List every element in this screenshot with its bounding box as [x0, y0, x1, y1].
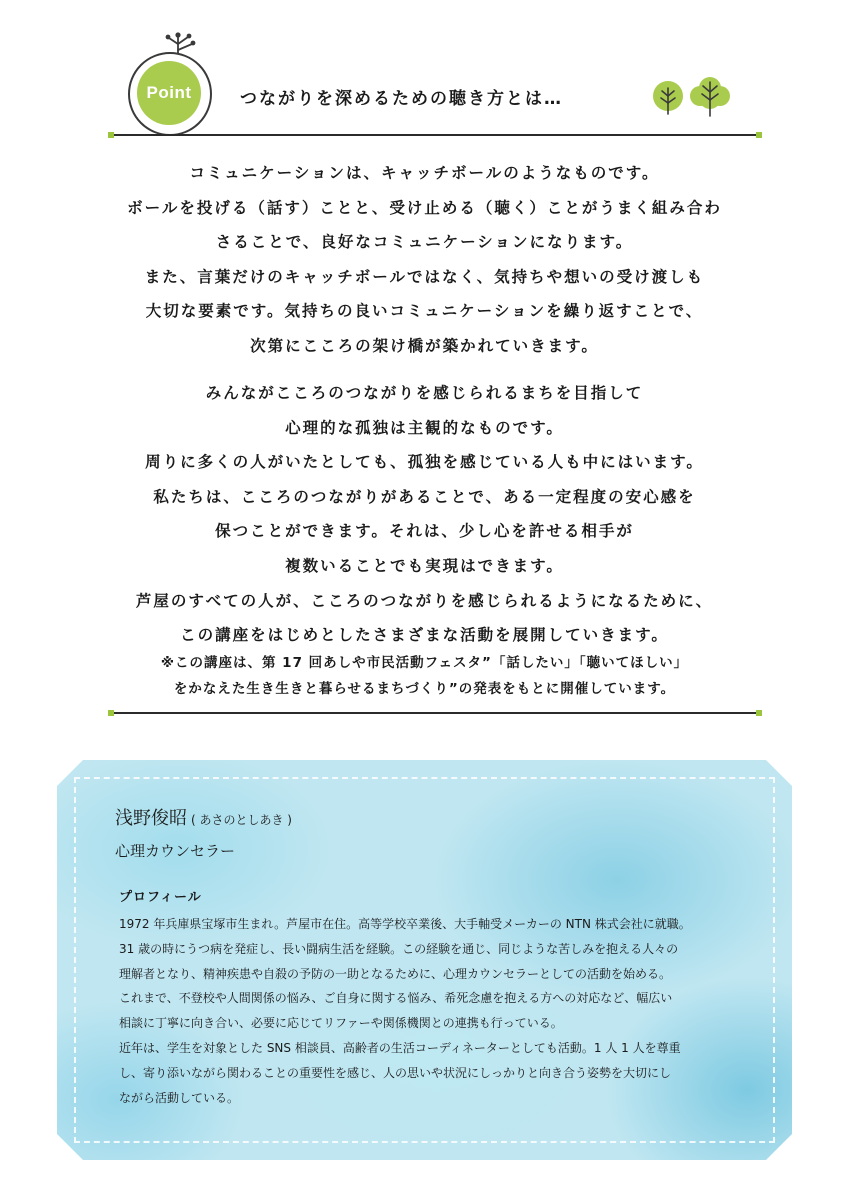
mission-line: 周りに多くの人がいたとしても、孤独を感じている人も中にはいます。	[145, 453, 704, 472]
frame-corner	[57, 1134, 83, 1160]
mission-line: 複数いることでも実現はできます。	[285, 556, 564, 575]
profile-bio	[119, 912, 769, 1110]
divider-bottom	[110, 712, 760, 714]
intro-line: 次第にこころの架け橋が築かれていきます。	[250, 336, 599, 355]
bio-line: これまで、不登校や人間関係の悩み、ご自身に関する悩み、希死念慮を抱える方への対応など、幅広い	[119, 991, 673, 1006]
mission-line: 保つことができます。それは、少し心を許せる相手が	[215, 522, 634, 541]
speaker-title: 心理カウンセラー	[115, 842, 236, 860]
intro-line: また、言葉だけのキャッチボールではなく、気持ちや想いの受け渡しも	[144, 267, 705, 286]
mission-line: みんながこころのつながりを感じられるまちを目指して	[205, 384, 644, 402]
bio-line: 31 歳の時にうつ病を発症し、長い闘病生活を経験。この経験を通じ、同じような苦しみを抱える人々の	[119, 941, 679, 956]
bio-line: 理解者となり、精神疾患や自殺の予防の一助となるために、心理カウンセラーとしての活動を始める。	[119, 966, 672, 981]
bio-line: 相談に丁寧に向き合い、必要に応じてリファーや関係機関との連携も行っている。	[119, 1016, 563, 1031]
intro-line: 大切な要素です。気持ちの良いコミュニケーションを繰り返すことで、	[145, 302, 704, 321]
bio-line: し、寄り添いながら関わることの重要性を感じ、人の思いや状況にしっかりと向き合う姿勢を大切にし	[119, 1065, 672, 1080]
intro-line: さることで、良好なコミュニケーションになります。	[215, 233, 634, 252]
frame-corner	[766, 760, 792, 786]
speaker-reading: ( あさのとしあき )	[191, 813, 292, 827]
point-logo	[120, 30, 230, 130]
bio-line: 近年は、学生を対象とした SNS 相談員、高齢者の生活コーディネーターとしても活動。1 人 1 人を尊重	[119, 1040, 681, 1055]
speaker-name	[115, 804, 292, 830]
section-title: つながりを深めるための聴き方とは…	[240, 89, 563, 109]
speaker-name-text: 浅野俊昭	[115, 808, 187, 829]
mission-line: 芦屋のすべての人が、こころのつながりを感じられるようになるために、	[135, 591, 714, 610]
frame-corner	[766, 1134, 792, 1160]
mission-line: この講座をはじめとしたさまざまな活動を展開していきます。	[180, 626, 669, 645]
mission-line: 私たちは、こころのつながりがあることで、ある一定程度の安心感を	[153, 487, 696, 506]
intro-line: コミュニケーションは、キャッチボールのようなものです。	[189, 164, 660, 182]
bio-line: 1972 年兵庫県宝塚市生まれ。芦屋市在住。高等学校卒業後、大手軸受メーカーの NTN 株式会社に就職。	[119, 917, 691, 931]
note-line: をかなえた生き生きと暮らせるまちづくり”の発表をもとに開催しています。	[173, 681, 676, 697]
frame-corner	[57, 760, 83, 786]
profile-heading: プロフィール	[119, 890, 202, 905]
note-line: ※この講座は、第 17 回あしや市民活動フェスタ”「話したい」「聴いてほしい」	[160, 655, 689, 671]
mission-line: 心理的な孤独は主観的なものです。	[285, 418, 564, 437]
intro-paragraph	[60, 156, 789, 364]
point-badge: Point	[137, 61, 201, 125]
bio-line: ながら活動している。	[119, 1090, 240, 1105]
divider-top	[110, 134, 760, 136]
event-note	[60, 650, 789, 702]
mission-paragraph	[60, 376, 789, 653]
tree-icon	[650, 68, 742, 118]
intro-line: ボールを投げる（話す）ことと、受け止める（聴く）ことがうまく組み合わ	[127, 198, 722, 217]
profile-card	[57, 760, 792, 1160]
